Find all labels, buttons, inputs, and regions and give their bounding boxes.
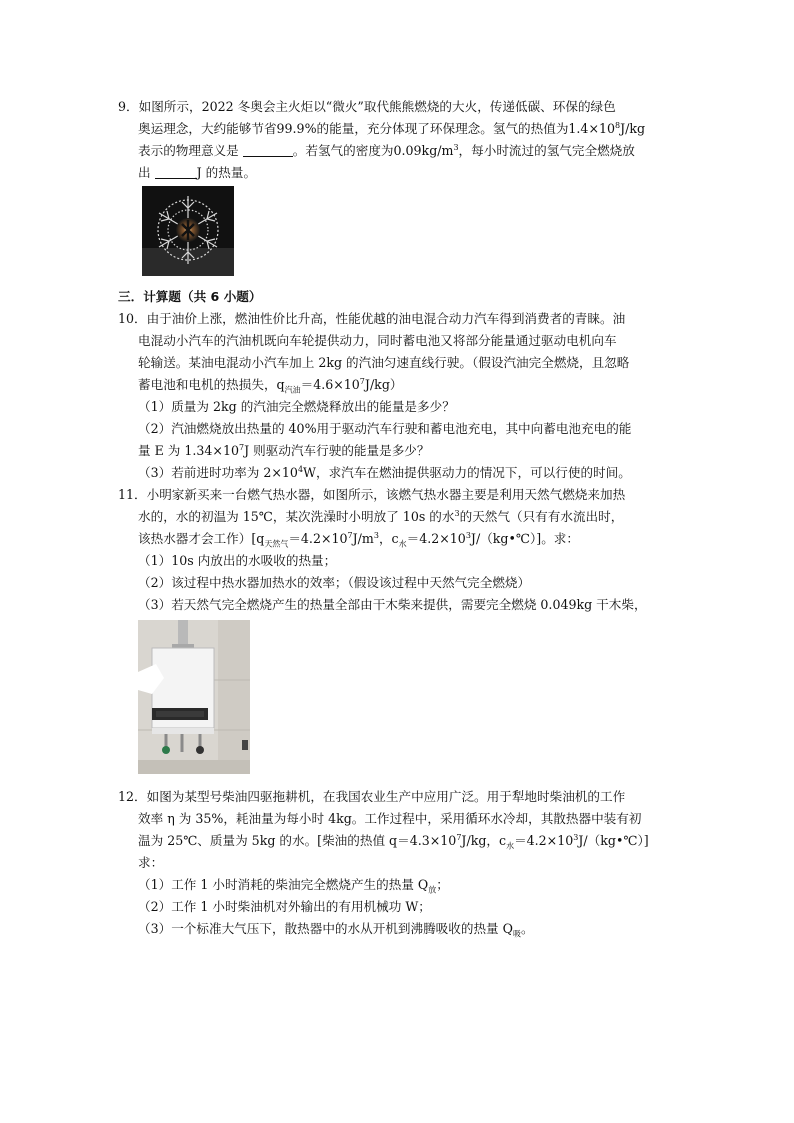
answer-blank-2[interactable] [155,164,197,179]
q10-line-3: 轮输送。某油电混动小汽车加上 2kg 的汽油匀速直线行驶。（假设汽油完全燃烧，且忽略 [138,355,630,370]
q10-sub-3: （3）若前进时功率为 $2\times 10^4W$，求汽车在燃油提供驱动力的情况下，可以行使的时间。 [138,464,631,480]
q10-sub-2-line-2: 量 E 为 $1.34\times 10^7J$ 则驱动汽车行驶的能量是多少？ [138,442,430,458]
q12-line-4: 求： [138,855,164,870]
q11-line-1: 11．小明家新买来一台燃气热水器，如图所示，该燃气热水器主要是利用天然气燃烧来加热 [118,487,626,502]
q10-line-4: 蓄电池和电机的热损失，$q_{汽油}=4.6\times 10^7J/kg$） [138,376,403,395]
q10-line-1: 10．由于油价上涨，燃油性价比升高，性能优越的油电混合动力汽车得到消费者的青睐。油 [118,311,626,326]
q11-line-3: 该热水器才会工作）[$q_{天然气}=4.2\times 10^7J/m^3$，$c_水=4.2\times 10^3J/(kg•℃)$]。求： [138,530,579,549]
question-11 [118,484,703,638]
q11-sub-3-line-1: （3）若天然气完全燃烧产生的热量全部由干木柴来提供，需要完全燃烧 0.049kg 干木柴， [138,597,647,612]
q12-line-1: 12．如图为某型号柴油四驱拖耕机，在我国农业生产中应用广泛。用于犁地时柴油机的工作 [118,789,626,804]
q11-line-2: 水的，水的初温为 15℃，某次洗澡时小明放了 10s 的水$^3$的天然气（只有有水流出时， [138,508,624,524]
q12-sub-1: （1）工作 1 小时消耗的柴油完全燃烧产生的热量 $Q_放$； [138,877,449,895]
q9-line-1: 9．如图所示，2022 冬奥会主火炬以“微火”取代熊熊燃烧的大火，传递低碳、环保的绿色 [118,99,616,114]
q10-sub-2-line-1: （2）汽油燃烧放出热量的 40%用于驱动汽车行驶和蓄电池充电，其中向蓄电池充电的能 [138,421,632,436]
q12-sub-3: （3）一个标准大气压下，散热器中的水从开机到沸腾吸收的热量 $Q_吸$。 [138,921,534,939]
section-heading: 三．计算题（共 6 小题） [118,289,262,304]
answer-blank-1[interactable] [243,142,293,157]
q12-line-2: 效率 η 为 35%，耗油量为每小时 4kg。工作过程中，采用循环水冷却，其散热器中装有初 [138,811,642,826]
q12-line-3: 温为 25℃、质量为 5kg 的水。[柴油的热值 $q=4.3\times 10^7J/kg$，$c_水=4.2\times 10^3J/(kg•℃)$] [138,832,649,851]
question-12 [118,786,703,940]
question-10 [118,308,703,484]
q11-sub-2: （2）该过程中热水器加热水的效率；（假设该过程中天然气完全燃烧） [138,575,531,590]
q9-line-3: 表示的物理意义是 。若氢气的密度为$0.09kg/m^3$，每小时流过的氢气完全燃烧放 [138,142,635,158]
question-9 [118,96,703,184]
q10-sub-1: （1）质量为 2kg 的汽油完全燃烧释放出的能量是多少？ [138,399,455,414]
gas-water-heater-image [138,620,250,774]
q12-sub-2: （2）工作 1 小时柴油机对外输出的有用机械功 W； [138,899,431,914]
q9-line-2: 奥运理念，大约能够节省99.9%的能量，充分体现了环保理念。氢气的热值为$1.4\times 10^8J/kg$ [138,120,646,136]
q11-sub-1: （1）10s 内放出的水吸收的热量； [138,553,337,568]
q9-line-4: 出 J 的热量。 [138,165,257,180]
olympic-torch-snowflake-image [142,186,234,276]
q10-line-2: 电混动小汽车的汽油机既向车轮提供动力，同时蓄电池又将部分能量通过驱动电机向车 [138,333,617,348]
